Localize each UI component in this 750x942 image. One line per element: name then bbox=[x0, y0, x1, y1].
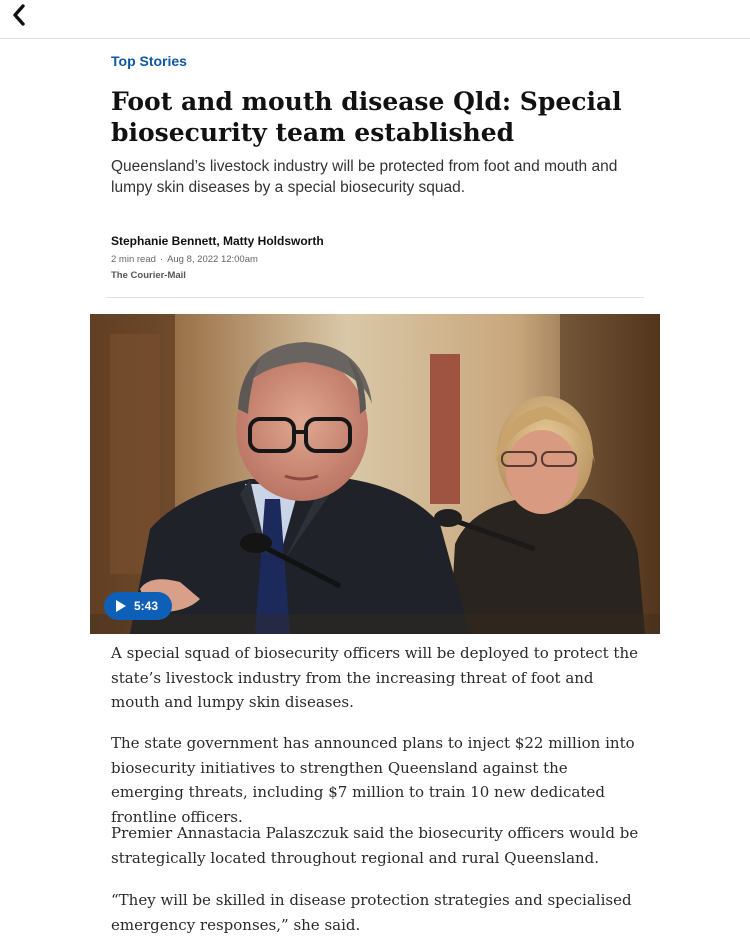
article-standfirst: Queensland’s livestock industry will be protected from foot and mouth and lumpy skin diseases by a special biosecurity squad. bbox=[111, 158, 618, 196]
hero-photo bbox=[90, 314, 660, 634]
article-paragraph: “They will be skilled in disease protection strategies and specialised emergency responses,” she said. bbox=[111, 891, 632, 934]
video-duration: 5:43 bbox=[134, 599, 159, 613]
video-duration-badge[interactable] bbox=[104, 592, 172, 620]
chevron-left-icon bbox=[8, 2, 34, 28]
back-button[interactable] bbox=[8, 2, 34, 28]
article-headline: Foot and mouth disease Qld: Special biosecurity team established bbox=[111, 87, 622, 147]
divider bbox=[106, 297, 644, 298]
article-meta bbox=[111, 254, 641, 265]
top-navigation-bar bbox=[0, 0, 750, 39]
article-paragraph: Premier Annastacia Palaszczuk said the biosecurity officers would be strategically located throughout regional and rural Queensland. bbox=[111, 824, 639, 867]
publish-date: Aug 8, 2022 12:00am bbox=[167, 254, 258, 265]
meta-separator: · bbox=[159, 254, 164, 265]
category-link[interactable]: Top Stories bbox=[111, 53, 187, 69]
hero-video-thumbnail[interactable] bbox=[90, 314, 660, 634]
play-icon bbox=[116, 600, 126, 612]
read-time: 2 min read bbox=[111, 254, 156, 265]
publication-name: The Courier-Mail bbox=[111, 270, 186, 281]
article-paragraph: The state government has announced plans to inject $22 million into biosecurity initiatives to strengthen Queensland against the emerging threats, including $7 million to train 10 new dedicated frontline officers. bbox=[111, 734, 635, 826]
author-byline[interactable]: Stephanie Bennett, Matty Holdsworth bbox=[111, 234, 324, 248]
article-paragraph: A special squad of biosecurity officers will be deployed to protect the state’s livestock industry from the increasing threat of foot and mouth and lumpy skin diseases. bbox=[111, 644, 638, 711]
